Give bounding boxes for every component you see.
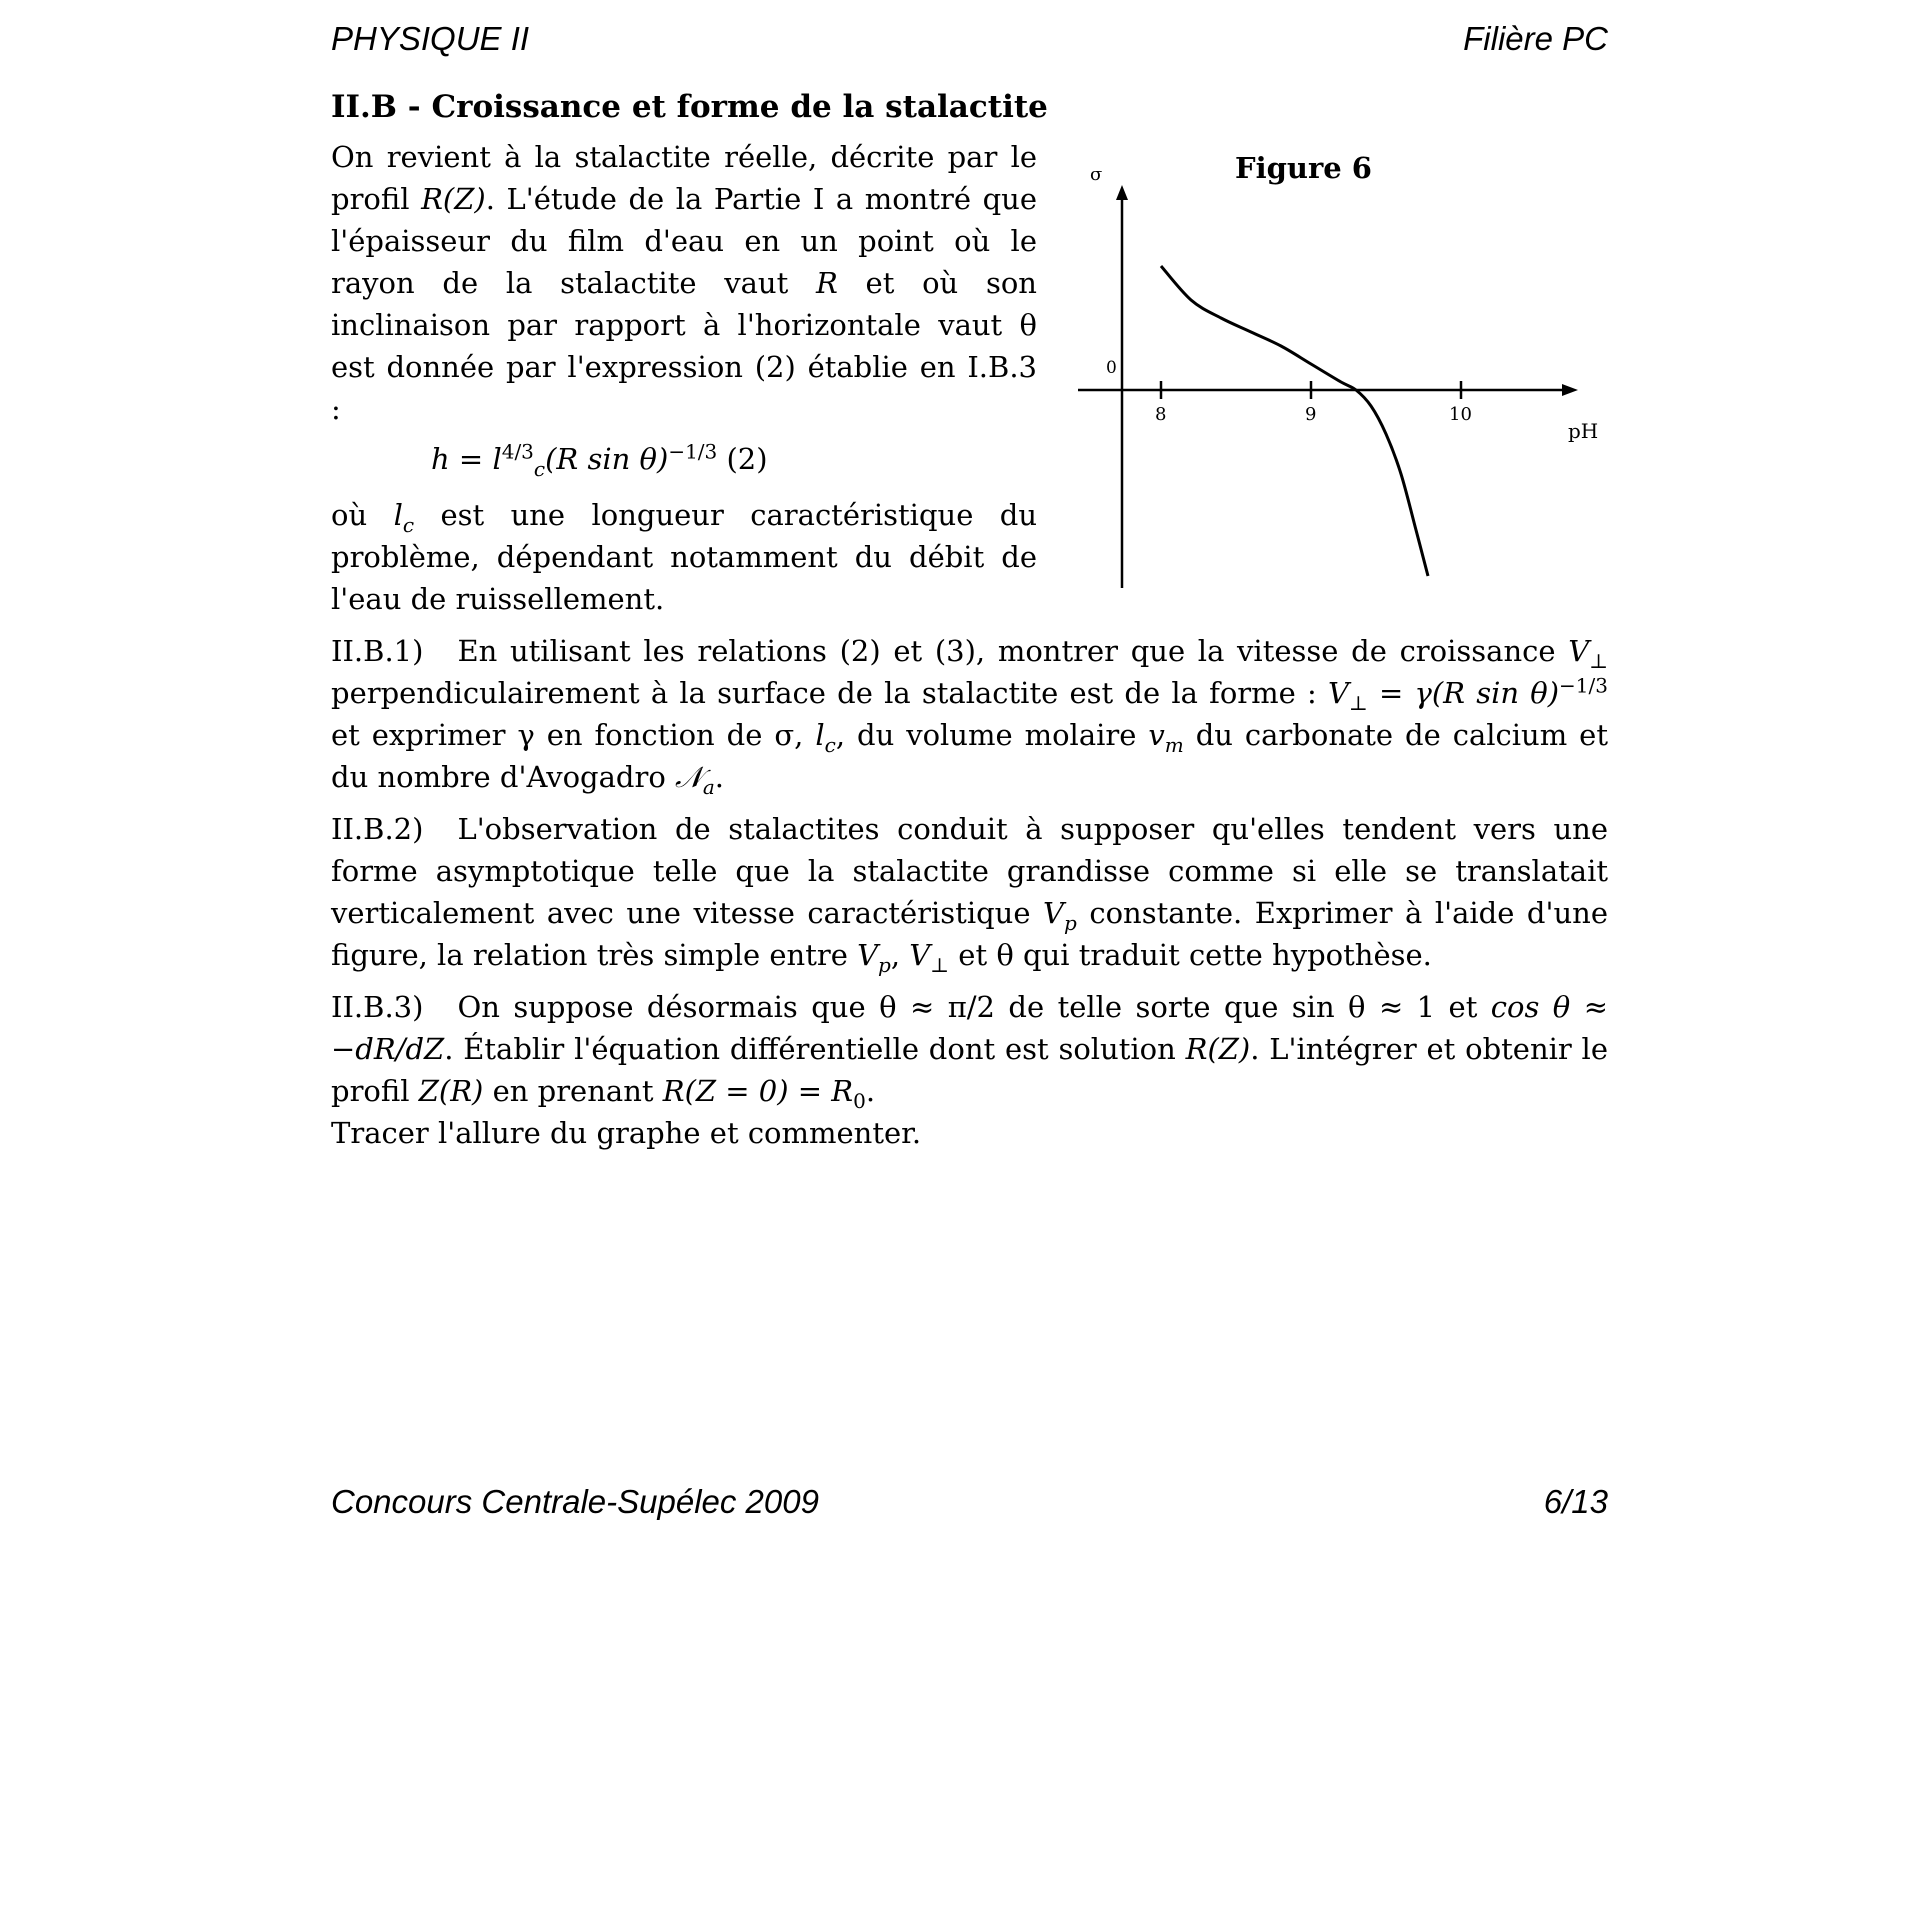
x-tick-label-10: 10 [1449, 404, 1472, 425]
question-b2: II.B.2) L'observation de stalactites conduit à supposer qu'elles tendent vers une forme asymptotique telle que la stalactite grandisse comme si elle se translatait verticalement avec une vitesse caractéristique $V_p$ constante. Exprimer à l'aide d'une figure, la relation très simple entre $V_p$, $V_\perp$ et θ qui traduit cette hypothèse. [331, 812, 1608, 977]
footer-left: Concours Centrale-Supélec 2009 [331, 1483, 819, 1520]
footer-right: 6/13 [1543, 1483, 1608, 1520]
x-tick-label-9: 9 [1305, 404, 1317, 425]
equation-2: $h = l^{4/3}_c(R$ sin θ)$^{-1/3}$ (2) [431, 439, 768, 481]
y-axis-arrow [1116, 185, 1128, 200]
question-b3: II.B.3) On suppose désormais que θ ≈ π/2 de telle sorte que sin θ ≈ 1 et cos θ ≈ −dR/dZ. Établir l'équation différentielle dont est solution R(Z). L'intégrer et obtenir le profil Z(R) en prenant $R(Z = 0) = R_0$. [331, 990, 1608, 1113]
question-b1: II.B.1) En utilisant les relations (2) et (3), montrer que la vitesse de croissance $V_\perp$ perpendiculairement à la surface de la stalactite est de la forme : $V_\perp = \gamma(R$ sin θ)$^{-1/3}$ et exprimer γ en fonction de σ, $l_c$, du volume molaire $v_m$ du carbonate de calcium et du nombre d'Avogadro 𝒩$_a$. [331, 634, 1608, 799]
question-b3-last-line: Tracer l'allure du graphe et commenter. [331, 1116, 922, 1150]
figure-6-chart [1070, 140, 1630, 600]
chart-title: Figure 6 [1235, 151, 1372, 185]
intro-block [331, 136, 1037, 620]
x-tick-label-8: 8 [1155, 404, 1167, 425]
lc-paragraph: où $l_c$ est une longueur caractéristique du problème, dépendant notamment du débit de l'eau de ruissellement. [331, 498, 1038, 616]
header-left: PHYSIQUE II [331, 20, 530, 57]
x-axis-arrow [1562, 384, 1578, 396]
series-line [1161, 266, 1428, 576]
x-axis-label: pH [1568, 419, 1599, 443]
header-right: Filière PC [1463, 20, 1608, 57]
section-title: II.B - Croissance et forme de la stalactite [331, 89, 1048, 125]
y-axis-label: σ [1090, 164, 1103, 185]
intro-paragraph: On revient à la stalactite réelle, décrite par le profil R(Z). L'étude de la Partie I a montré que l'épaisseur du film d'eau en un point où le rayon de la stalactite vaut R et où son inclinaison par rapport à l'horizontale vaut θ est donnée par l'expression (2) établie en I.B.3 : [331, 140, 1037, 426]
y-tick-label-0: 0 [1106, 358, 1117, 378]
